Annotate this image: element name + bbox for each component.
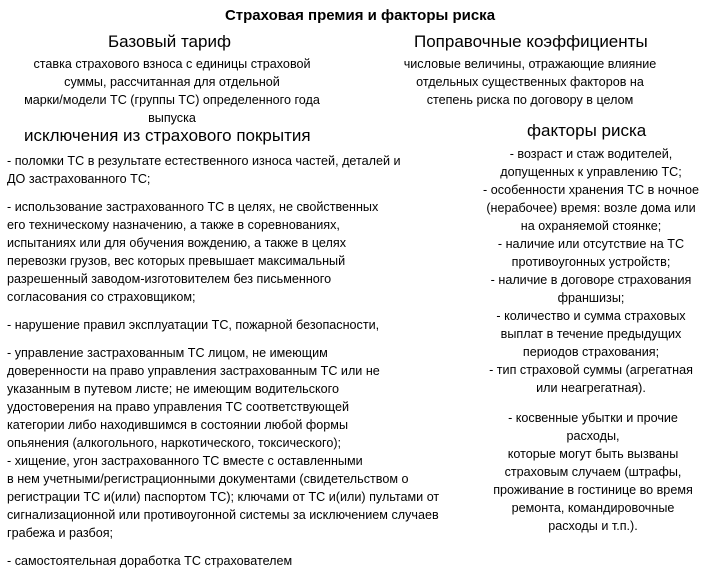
risk-factor-line: - тип страховой суммы (агрегатная	[489, 363, 693, 377]
indirect-losses-line: расходы и т.п.).	[548, 519, 638, 533]
coefficients-line: числовые величины, отражающие влияние	[403, 57, 657, 71]
risk-factor-line: допущенных к управлению ТС;	[500, 165, 682, 179]
exclusion-line: указанным в путевом листе; не имеющим водительского	[7, 382, 340, 396]
coefficients-heading: Поправочные коэффициенты	[414, 32, 648, 51]
exclusion-line: - самостоятельная доработка ТС страхователем	[7, 554, 293, 568]
risk-factor-line: - возраст и стаж водителей,	[509, 147, 673, 161]
exclusions-list	[7, 152, 497, 570]
exclusion-line: - использование застрахованного ТС в целях, не свойственных	[7, 200, 379, 214]
exclusion-line: - управление застрахованным ТС лицом, не имеющим	[7, 346, 328, 360]
exclusion-line: испытаниях или для обучения вождению, а также в целях	[7, 236, 346, 250]
exclusion-line: перевозки грузов, вес которых превышает максимальный	[7, 254, 346, 268]
exclusion-line: разрешенный заводом-изготовителем без письменного	[7, 272, 332, 286]
risk-factors-list	[462, 145, 720, 397]
exclusion-line: - нарушение правил эксплуатации ТС, пожарной безопасности,	[7, 318, 380, 332]
risk-factors-heading: факторы риска	[527, 121, 647, 140]
exclusion-item	[7, 552, 497, 570]
indirect-losses-line: которые могут быть вызваны	[507, 447, 679, 461]
exclusion-line: грабежа и разбоя;	[7, 526, 114, 540]
exclusion-item	[7, 152, 497, 188]
exclusion-line: его техническому назначению, а также в соревнованиях,	[7, 218, 340, 232]
exclusion-line: - поломки ТС в результате естественного износа частей, деталей и	[7, 154, 401, 168]
exclusion-line: сигнализационной или противоугонной системы за исключением случаев	[7, 508, 439, 522]
exclusion-line: доверенности на право управления застрахованным ТС или не	[7, 364, 380, 378]
base-tariff-line: суммы, рассчитанная для отдельной	[64, 75, 280, 89]
indirect-losses-line: страховым случаем (штрафы,	[504, 465, 682, 479]
indirect-losses-line: ремонта, командировочные	[511, 501, 675, 515]
coefficients-description	[380, 55, 680, 109]
risk-factor-line: или неагрегатная).	[536, 381, 646, 395]
exclusion-line: в нем учетными/регистрационными документами (свидетельством о	[7, 472, 409, 486]
exclusion-line: удостоверения на право управления ТС соответствующей	[7, 400, 350, 414]
exclusion-line: опьянения (алкогольного, наркотического, токсического);	[7, 436, 342, 450]
risk-factor-line: (нерабочее) время: возле дома или	[486, 201, 696, 215]
coefficients-line: степень риска по договору в целом	[426, 93, 634, 107]
indirect-losses-line: проживание в гостинице во время	[493, 483, 693, 497]
base-tariff-description	[0, 55, 344, 127]
base-tariff-heading: Базовый тариф	[108, 32, 231, 51]
base-tariff-line: выпуска	[148, 111, 196, 125]
risk-factor-line: выплат в течение предыдущих	[500, 327, 682, 341]
coefficients-line: отдельных существенных факторов на	[416, 75, 644, 89]
indirect-losses-line: - косвенные убытки и прочие	[508, 411, 678, 425]
exclusions-heading: исключения из страхового покрытия	[24, 126, 311, 145]
base-tariff-line: марки/модели ТС (группы ТС) определенного года	[24, 93, 320, 107]
risk-factor-line: - наличие в договоре страхования	[490, 273, 692, 287]
exclusion-item	[7, 344, 497, 542]
indirect-losses-line: расходы,	[566, 429, 620, 443]
exclusion-item	[7, 198, 497, 306]
page-title: Страховая премия и факторы риска	[224, 7, 496, 24]
risk-factor-line: - наличие или отсутствие на ТС	[497, 237, 685, 251]
exclusion-line: категории либо находившимся в состоянии любой формы	[7, 418, 348, 432]
risk-factor-line: - особенности хранения ТС в ночное	[483, 183, 699, 197]
exclusion-line: - хищение, угон застрахованного ТС вместе с оставленными	[7, 454, 363, 468]
exclusion-item	[7, 316, 497, 334]
exclusion-line: согласования со страховщиком;	[7, 290, 196, 304]
risk-factor-line: - количество и сумма страховых	[496, 309, 686, 323]
base-tariff-line: ставка страхового взноса с единицы страховой	[33, 57, 311, 71]
risk-factor-line: франшизы;	[557, 291, 625, 305]
indirect-losses-note	[486, 409, 700, 535]
risk-factor-line: на охраняемой стоянке;	[520, 219, 662, 233]
exclusion-line: регистрации ТС и(или) паспортом ТС); ключами от ТС и(или) пультами от	[7, 490, 440, 504]
exclusion-line: ДО застрахованного ТС;	[7, 172, 151, 186]
risk-factor-line: противоугонных устройств;	[511, 255, 671, 269]
risk-factor-line: периодов страхования;	[522, 345, 660, 359]
